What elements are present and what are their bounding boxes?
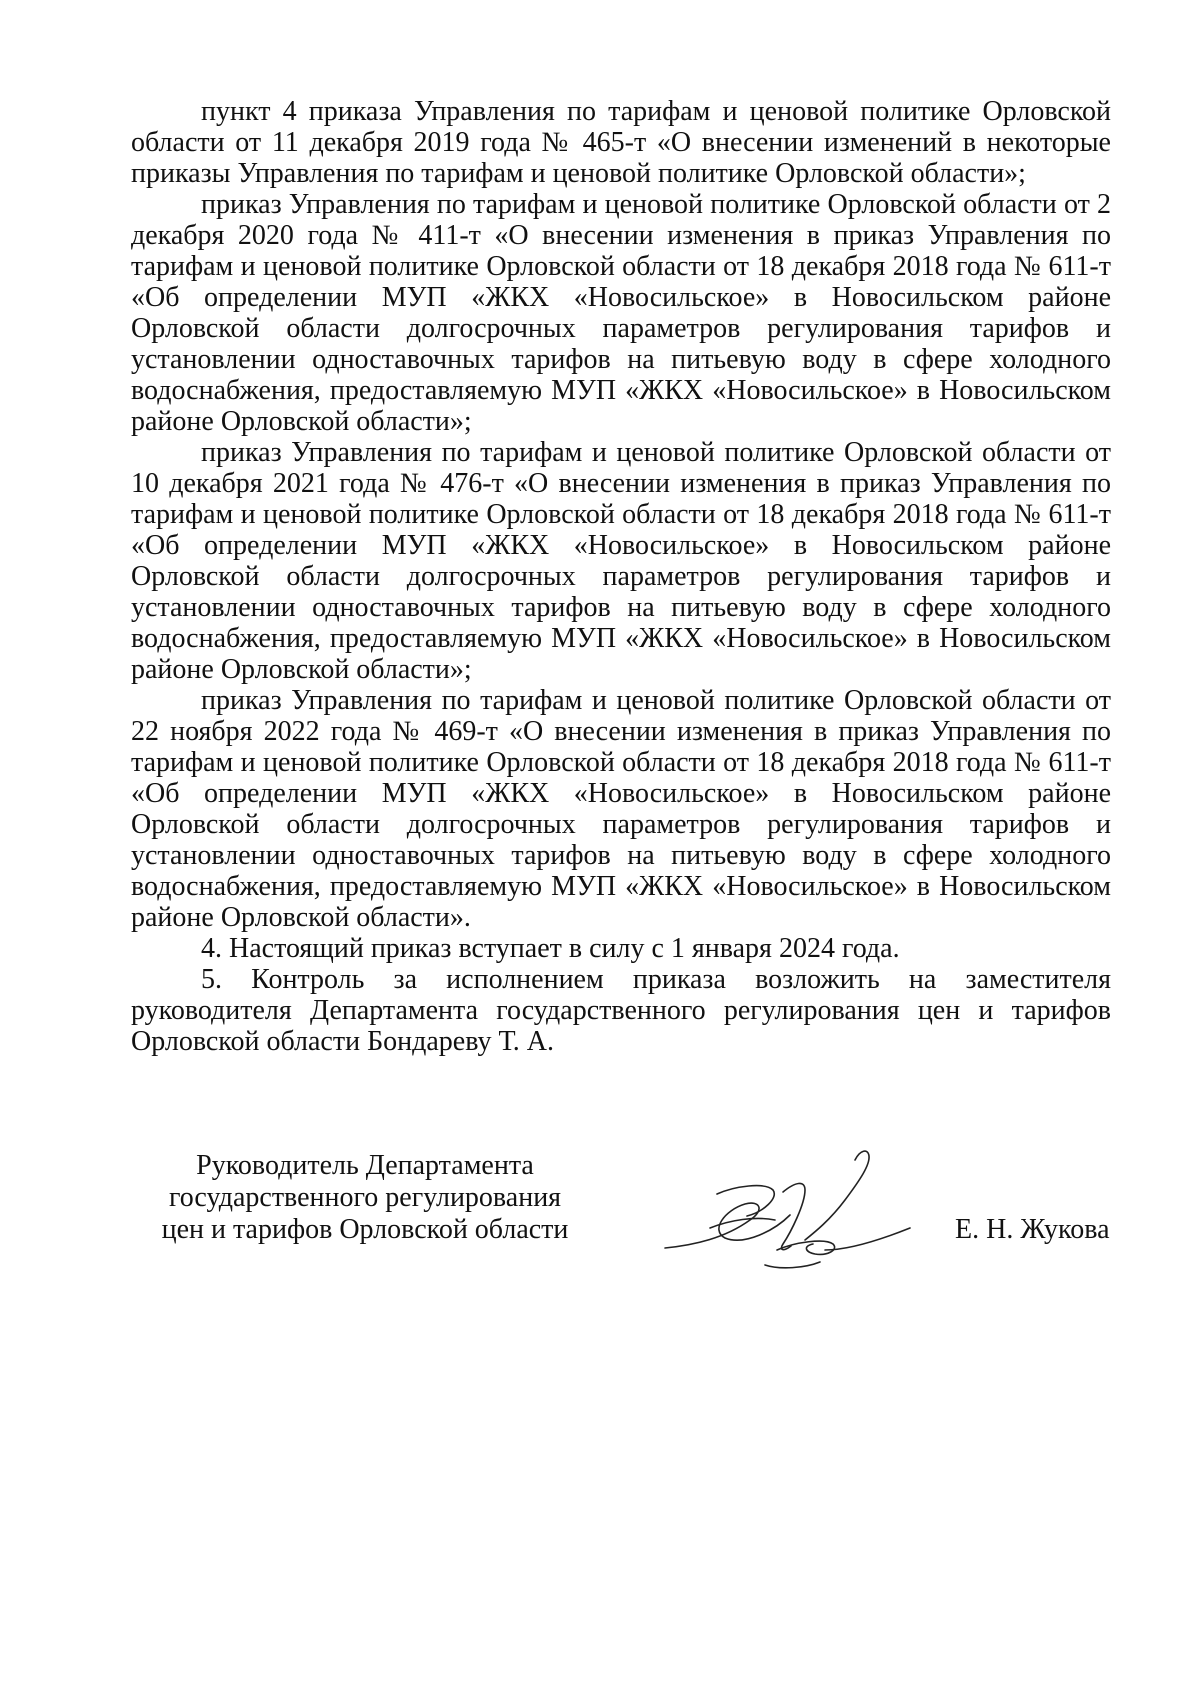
signer-position-line: государственного регулирования — [168, 1182, 562, 1213]
signature-block — [0, 1150, 1200, 1300]
paragraph-item-4-order-2019: пункт 4 приказа Управления по тарифам и ценовой политике Орловской области от 11 декабря 2019 года № 465-т «О внесении изменений в некоторые приказы Управления по тарифам и ценовой политике Орловской области»; — [131, 96, 1111, 189]
signer-position-line: цен и тарифов Орловской области — [161, 1214, 569, 1245]
signer-position-line: Руководитель Департамента — [196, 1150, 534, 1181]
paragraph-order-2020: приказ Управления по тарифам и ценовой политике Орловской области от 2 декабря 2020 года № 411-т «О внесении изменения в приказ Управления по тарифам и ценовой политике Орловской области от 18 декабря 2018 года № 611-т «Об определении МУП «ЖКХ «Новосильское» в Новосильском районе Орловской области долгосрочных параметров регулирования тарифов и установлении одноставочных тарифов на питьевую воду в сфере холодного водоснабжения, предоставляемую МУП «ЖКХ «Новосильское» в Новосильском районе Орловской области»; — [131, 189, 1111, 437]
paragraph-effective-date: 4. Настоящий приказ вступает в силу с 1 января 2024 года. — [201, 933, 900, 964]
handwritten-signature-icon — [655, 1120, 925, 1270]
paragraph-order-2021: приказ Управления по тарифам и ценовой политике Орловской области от 10 декабря 2021 года № 476-т «О внесении изменения в приказ Управления по тарифам и ценовой политике Орловской области от 18 декабря 2018 года № 611-т «Об определении МУП «ЖКХ «Новосильское» в Новосильском районе Орловской области долгосрочных параметров регулирования тарифов и установлении одноставочных тарифов на питьевую воду в сфере холодного водоснабжения, предоставляемую МУП «ЖКХ «Новосильское» в Новосильском районе Орловской области»; — [131, 437, 1111, 685]
signer-name: Е. Н. Жукова — [955, 1214, 1110, 1245]
signer-position — [155, 1150, 575, 1246]
paragraph-control: 5. Контроль за исполнением приказа возложить на заместителя руководителя Департамента государственного регулирования цен и тарифов Орловской области Бондареву Т. А. — [131, 964, 1111, 1057]
paragraph-order-2022: приказ Управления по тарифам и ценовой политике Орловской области от 22 ноября 2022 года № 469-т «О внесении изменения в приказ Управления по тарифам и ценовой политике Орловской области от 18 декабря 2018 года № 611-т «Об определении МУП «ЖКХ «Новосильское» в Новосильском районе Орловской области долгосрочных параметров регулирования тарифов и установлении одноставочных тарифов на питьевую воду в сфере холодного водоснабжения, предоставляемую МУП «ЖКХ «Новосильское» в Новосильском районе Орловской области». — [131, 685, 1111, 933]
document-body — [131, 96, 1111, 1057]
